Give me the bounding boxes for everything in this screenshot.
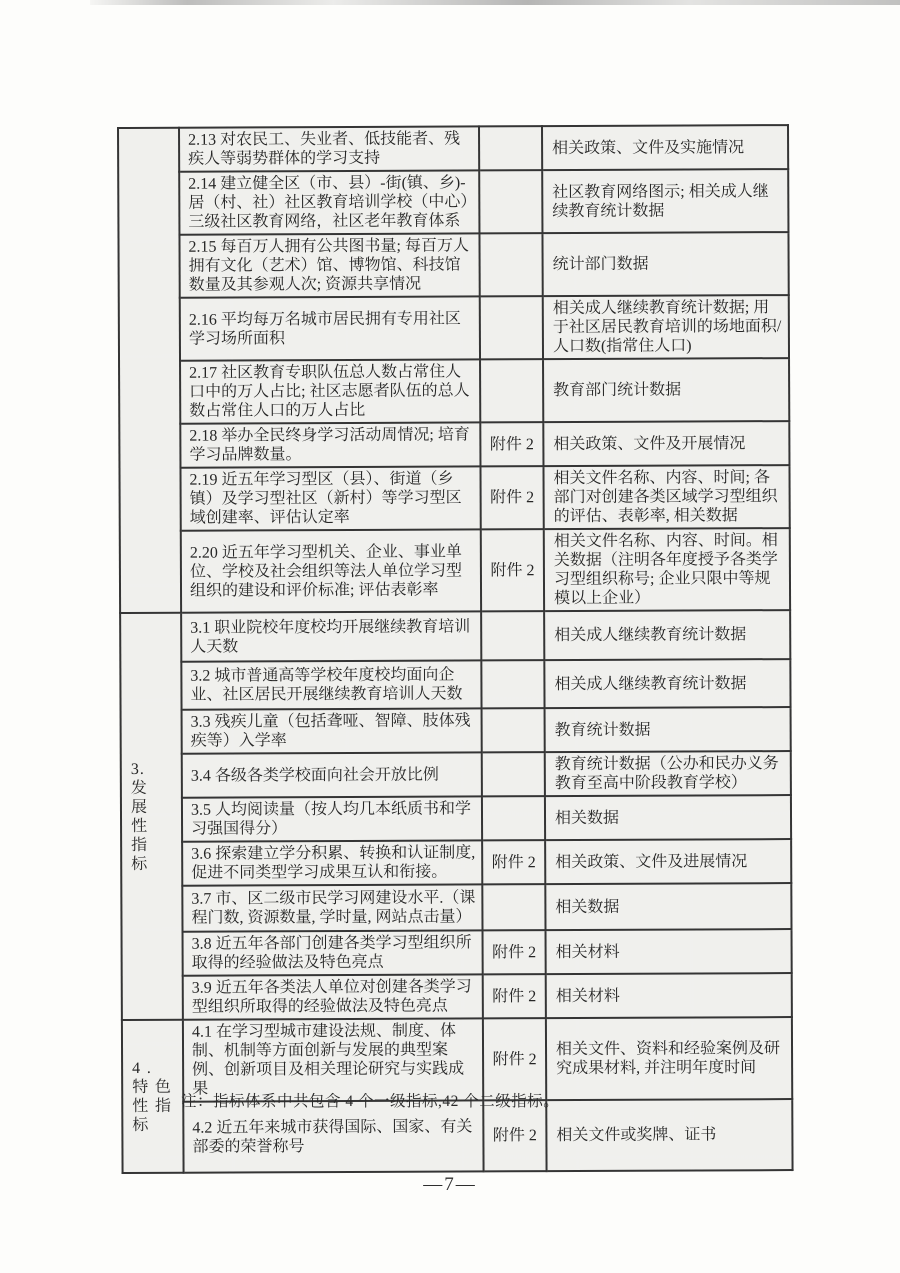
table-row — [120, 610, 790, 662]
indicator-cell: 3.3 残疾儿童（包括聋哑、智障、肢体残疾等）入学率 — [182, 708, 482, 753]
indicator-cell: 4.2 近五年来城市获得国际、国家、有关部委的荣誉称号 — [183, 1100, 483, 1172]
table-row — [120, 528, 790, 613]
attachment-cell — [482, 796, 545, 840]
table-row — [121, 795, 791, 842]
indicator-table — [117, 124, 794, 1174]
table-row — [119, 421, 789, 468]
indicator-cell: 2.13 对农民工、失业者、低技能者、残疾人等弱势群体的学习支持 — [179, 126, 479, 171]
indicator-cell: 2.17 社区教育专职队伍总人数占常住人口中的万人占比; 社区志愿者队伍的总人数占常住人口的万人占比 — [180, 359, 480, 423]
attachment-cell — [482, 884, 545, 930]
table-row — [118, 125, 788, 172]
data-cell: 相关文件、资料和经验案例及研究成果材料, 并注明年度时间 — [546, 1017, 792, 1100]
data-cell: 相关材料 — [546, 973, 792, 1018]
data-cell: 相关文件名称、内容、时间; 各部门对创建各类区域学习型组织的评估、表彰率, 相关数据 — [543, 465, 789, 529]
data-cell: 社区教育网络图示; 相关成人继续教育统计数据 — [542, 169, 788, 233]
table-row — [122, 973, 792, 1020]
table-row — [118, 232, 788, 298]
indicator-cell: 3.6 探索建立学分积累、转换和认证制度, 促进不同类型学习成果互认和衔接。 — [182, 840, 482, 885]
table-row — [119, 295, 789, 361]
category-cell-section2 — [118, 128, 181, 613]
table-row — [121, 707, 791, 754]
table-row — [121, 751, 791, 798]
data-cell: 相关成人继续教育统计数据 — [544, 610, 790, 660]
indicator-cell: 2.18 举办全民终身学习活动周情况; 培育学习品牌数量。 — [180, 422, 480, 467]
attachment-cell — [480, 296, 543, 359]
attachment-cell — [480, 359, 543, 422]
data-cell: 相关材料 — [546, 929, 792, 974]
category-cell-section3: 3. 发 展 性 指 标 — [120, 613, 183, 1020]
data-cell: 教育统计数据 — [545, 707, 791, 752]
attachment-cell: 附件 2 — [483, 1018, 546, 1100]
data-cell: 教育部门统计数据 — [543, 358, 789, 422]
indicator-cell: 3.9 近五年各类法人单位对创建各类学习型组织所取得的经验做法及特色亮点 — [183, 974, 483, 1019]
table-row — [118, 169, 788, 235]
indicator-cell: 4.1 在学习型城市建设法规、制度、体制、机制等方面创新与发展的典型案例、创新项目及相关理论研究与实践成果 — [183, 1018, 483, 1101]
attachment-cell: 附件 2 — [483, 1100, 546, 1171]
attachment-cell: 附件 2 — [483, 930, 546, 974]
data-cell: 相关成人继续教育统计数据; 用于社区居民教育培训的场地面积/人口数(指常住人口) — [543, 295, 789, 359]
footnote: 注：指标体系中共包含 4 个一级指标,42 个二级指标。 — [181, 1093, 560, 1110]
indicator-cell: 3.2 城市普通高等学校年度校均面向企业、社区居民开展继续教育培训人天数 — [181, 660, 481, 709]
data-cell: 相关数据 — [545, 883, 791, 930]
data-cell: 相关文件或奖牌、证书 — [546, 1099, 792, 1171]
attachment-cell: 附件 2 — [482, 840, 545, 884]
indicator-cell: 2.16 平均每万名城市居民拥有专用社区学习场所面积 — [180, 296, 480, 360]
data-cell: 相关政策、文件及进展情况 — [545, 839, 791, 884]
indicator-cell: 3.1 职业院校年度校均开展继续教育培训人天数 — [181, 611, 481, 661]
data-cell: 统计部门数据 — [542, 232, 788, 296]
indicator-cell: 2.20 近五年学习型机关、企业、事业单位、学校及社会组织等法人单位学习型组织的建设和评价标准; 评估表彰率 — [181, 529, 481, 612]
attachment-cell — [479, 170, 542, 233]
indicator-cell: 3.5 人均阅读量（按人均几本纸质书和学习强国得分） — [182, 796, 482, 841]
table-row — [120, 659, 790, 710]
indicator-cell: 3.7 市、区二级市民学习网建设水平.（课程门数, 资源数量, 学时量, 网站点击量） — [182, 884, 482, 931]
category-cell-section4: 4. 特色 性指 标 — [122, 1020, 184, 1173]
indicator-cell: 3.8 近五年各部门创建各类学习型组织所取得的经验做法及特色亮点 — [183, 930, 483, 975]
indicator-cell: 3.4 各级各类学校面向社会开放比例 — [182, 752, 482, 797]
data-cell: 相关政策、文件及实施情况 — [542, 125, 788, 170]
table-row — [121, 839, 791, 886]
scan-edge-artifact — [90, 0, 900, 5]
attachment-cell — [482, 708, 545, 752]
attachment-cell — [481, 660, 544, 708]
table-row — [122, 929, 792, 976]
indicator-table-wrapper — [117, 124, 794, 1174]
attachment-cell — [479, 126, 542, 170]
attachment-cell — [482, 752, 545, 796]
page-number: —7— — [423, 1174, 477, 1195]
data-cell: 相关数据 — [545, 795, 791, 840]
data-cell: 相关成人继续教育统计数据 — [544, 659, 790, 708]
table-row — [119, 465, 789, 531]
attachment-cell: 附件 2 — [480, 422, 543, 466]
data-cell: 相关政策、文件及开展情况 — [543, 421, 789, 466]
attachment-cell: 附件 2 — [480, 466, 543, 529]
attachment-cell: 附件 2 — [481, 529, 544, 611]
attachment-cell: 附件 2 — [483, 974, 546, 1018]
table-row — [119, 358, 789, 424]
attachment-cell — [479, 233, 542, 296]
indicator-cell: 2.14 建立健全区（市、县）-街(镇、乡)-居（村、社）社区教育培训学校（中心）三级社区教育网络，社区老年教育体系 — [179, 170, 479, 234]
data-cell: 教育统计数据（公办和民办义务教育至高中阶段教育学校） — [545, 751, 791, 796]
table-row — [121, 883, 791, 932]
attachment-cell — [481, 611, 544, 660]
indicator-cell: 2.15 每百万人拥有公共图书量; 每百万人拥有文化（艺术）馆、博物馆、科技馆数量及其参观人次; 资源共享情况 — [179, 233, 479, 297]
data-cell: 相关文件名称、内容、时间。相关数据（注明各年度授予各类学习型组织称号; 企业只限中等规模以上企业） — [544, 528, 790, 611]
indicator-cell: 2.19 近五年学习型区（县）、街道（乡镇）及学习型社区（新村）等学习型区域创建率、评估认定率 — [180, 466, 480, 530]
